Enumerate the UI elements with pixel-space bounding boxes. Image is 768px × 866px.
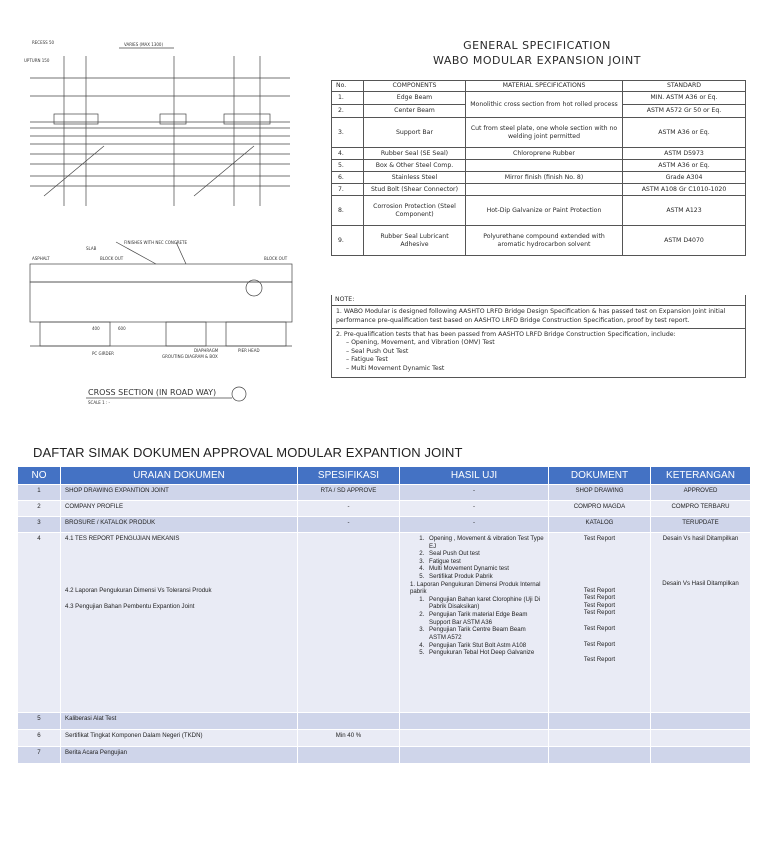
dokumen-line: Test Report — [583, 594, 616, 602]
spec-material: Cut from steel plate, one whole section with no welding joint permitted — [466, 118, 623, 148]
cell-uraian: SHOP DRAWING EXPANTION JOINT — [61, 485, 298, 501]
cell-spesifikasi — [298, 533, 400, 713]
spec-standard: ASTM A36 or Eq. — [623, 118, 746, 148]
spec-component: Edge Beam — [364, 92, 466, 105]
cell-keterangan — [651, 730, 751, 747]
table-row — [18, 713, 751, 730]
cell-dokumen — [549, 747, 651, 764]
cell-keterangan: APPROVED — [651, 485, 751, 501]
spec-material: Hot-Dip Galvanize or Paint Protection — [466, 196, 623, 226]
cell-spesifikasi: RTA / SD APPROVE — [298, 485, 400, 501]
note-2-item: – Seal Push Out Test — [346, 348, 741, 356]
cell-hasil — [400, 713, 549, 730]
hasil-item: 1. Opening , Movement & vibration Test Type EJ — [426, 535, 544, 550]
cell-hasil: - — [400, 501, 549, 517]
dokumen-line: Test Report — [583, 640, 616, 648]
drawing-label: FINISHES WITH NEC CONCRETE — [124, 240, 187, 245]
cell-keterangan: TERUPDATE — [651, 517, 751, 533]
spec-row — [332, 148, 746, 160]
cell-uraian: Berita Acara Pengujian — [61, 747, 298, 764]
table-header-row — [18, 467, 751, 485]
spec-material — [466, 160, 623, 172]
note-2-text: 2. Pre-qualification tests that has been passed from AASHTO LRFD Bridge Construction Specification, include: — [336, 331, 676, 339]
spec-component: Rubber Seal (SE Seal) — [364, 148, 466, 160]
header-dokument: DOKUMENT — [549, 467, 651, 485]
cell-dokumen — [549, 730, 651, 747]
spec-standard: ASTM D5973 — [623, 148, 746, 160]
header-keterangan: KETERANGAN — [651, 467, 751, 485]
spec-row — [332, 226, 746, 256]
cell-keterangan — [651, 533, 751, 713]
dokumen-line: Test Report — [583, 535, 616, 542]
spec-standard: ASTM A108 Gr C1010-1020 — [623, 184, 746, 196]
dokumen-line: Test Report — [583, 601, 616, 609]
spec-no: 9. — [332, 226, 364, 256]
hasil-subtitle: 1. Laporan Pengukuran Dimensi Produk Internal pabrik — [410, 580, 541, 596]
hasil-item: 3. Fatigue test — [426, 558, 544, 566]
note-2-item: – Multi Movement Dynamic Test — [346, 365, 741, 373]
note-2-list — [336, 339, 741, 372]
spec-row — [332, 196, 746, 226]
hasil-item: 2. Seal Push Out test — [426, 550, 544, 558]
uraian-line: 4.1 TES REPORT PENGUJIAN MEKANIS — [65, 535, 180, 542]
hasil-item: 5. Pengukuran Tebal Hot Deep Galvanize — [426, 649, 544, 657]
cell-uraian — [61, 533, 298, 713]
cell-dokumen — [549, 713, 651, 730]
cell-spesifikasi — [298, 713, 400, 730]
note-2 — [332, 329, 745, 375]
spec-no: 8. — [332, 196, 364, 226]
spec-component: Stud Bolt (Shear Connector) — [364, 184, 466, 196]
cell-dokumen: SHOP DRAWING — [549, 485, 651, 501]
spec-subtitle: WABO MODULAR EXPANSION JOINT — [433, 54, 641, 67]
cell-spesifikasi — [298, 747, 400, 764]
cell-no: 6 — [18, 730, 61, 747]
spec-standard: ASTM A123 — [623, 196, 746, 226]
uraian-line: 4.2 Laporan Pengukuran Dimensi Vs Toleransi Produk — [65, 586, 212, 594]
cell-spesifikasi: - — [298, 517, 400, 533]
spec-no: 4. — [332, 148, 364, 160]
drawing-label: BLOCK OUT — [264, 256, 288, 261]
spec-no: 6. — [332, 172, 364, 184]
spec-no: 7. — [332, 184, 364, 196]
drawing-label: 600 — [118, 326, 126, 331]
spec-header-cell: No. — [332, 81, 364, 92]
drawing-label: ASPHALT — [32, 256, 50, 261]
spec-no: 5. — [332, 160, 364, 172]
drawing-label: PIER HEAD — [238, 348, 260, 353]
cell-dokumen: KATALOG — [549, 517, 651, 533]
spec-no: 3. — [332, 118, 364, 148]
drawing-label: UPTURN 150 — [24, 58, 50, 63]
cell-hasil: - — [400, 517, 549, 533]
cell-dokumen — [549, 533, 651, 713]
keterangan-line: Desain Vs Hasil Ditampilkan — [662, 579, 739, 587]
table-row — [18, 533, 751, 713]
spec-component: Center Beam — [364, 105, 466, 118]
note-2-item: – Opening, Movement, and Vibration (OMV) Test — [346, 339, 741, 347]
spec-row — [332, 184, 746, 196]
cell-no: 4 — [18, 533, 61, 713]
hasil-item: 4. Multi Movement Dynamic test — [426, 565, 544, 573]
header-no: NO — [18, 467, 61, 485]
spec-component: Rubber Seal Lubricant Adhesive — [364, 226, 466, 256]
spec-standard: MIN. ASTM A36 or Eq. — [623, 92, 746, 105]
spec-component: Box & Other Steel Comp. — [364, 160, 466, 172]
cross-section-caption: CROSS SECTION (IN ROAD WAY) — [88, 388, 217, 397]
drawing-label: 400 — [92, 326, 100, 331]
cell-uraian: Kaliberasi Alat Test — [61, 713, 298, 730]
spec-standard: Grade A304 — [623, 172, 746, 184]
spec-standard: ASTM D4070 — [623, 226, 746, 256]
spec-material: Chloroprene Rubber — [466, 148, 623, 160]
spec-component: Support Bar — [364, 118, 466, 148]
header-spesifikasi: SPESIFIKASI — [298, 467, 400, 485]
table-row — [18, 730, 751, 747]
spec-standard: ASTM A572 Gr 50 or Eq. — [623, 105, 746, 118]
hasil-item: 4. Pengujian Tarik Stut Bolt Astm A108 — [426, 642, 544, 650]
drawing-label: BLOCK OUT — [100, 256, 124, 261]
spec-header-cell: MATERIAL SPECIFICATIONS — [466, 81, 623, 92]
cell-uraian: COMPANY PROFILE — [61, 501, 298, 517]
hasil-item: 1. Pengujian Bahan karet Clorophine (Uji Di Pabrik Disaksikan) — [426, 596, 544, 611]
drawing-label: GROUTING DIAGRAM & BOX — [162, 354, 218, 359]
table-row — [18, 747, 751, 764]
dokumen-line: Test Report — [583, 586, 616, 594]
cell-no: 1 — [18, 485, 61, 501]
table-row — [18, 517, 751, 533]
cell-no: 5 — [18, 713, 61, 730]
cell-hasil: - — [400, 485, 549, 501]
hasil-item: 5. Sertifikat Produk Pabrik — [426, 573, 544, 581]
drawing-label: VARIES (MAX 1300) — [124, 42, 164, 47]
spec-row — [332, 92, 746, 105]
cell-uraian: BROSURE / KATALOK PRODUK — [61, 517, 298, 533]
cell-hasil — [400, 533, 549, 713]
note-header: NOTE: — [332, 295, 745, 306]
spec-component: Stainless Steel — [364, 172, 466, 184]
table-row — [18, 485, 751, 501]
cell-keterangan: COMPRO TERBARU — [651, 501, 751, 517]
note-1: 1. WABO Modular is designed following AASHTO LRFD Bridge Design Specification & has passed test on Expansion Joint initial performance pre-qualification test based on AASHTO LRFD Bridge Construction Specification, proof by test report. — [332, 306, 745, 329]
hasil-item: 3. Pengujian Tarik Centre Beam Beam ASTM A572 — [426, 626, 544, 641]
cell-keterangan — [651, 747, 751, 764]
spec-notes — [331, 295, 746, 378]
dokumen-line: Test Report — [583, 656, 616, 664]
keterangan-line: Desain Vs hasil Ditampilkan — [662, 535, 739, 542]
cell-no: 7 — [18, 747, 61, 764]
drawing-label: DIAPHRAGM — [194, 348, 219, 353]
spec-component: Corrosion Protection (Steel Component) — [364, 196, 466, 226]
spec-material: Polyurethane compound extended with aromatic hydrocarbon solvent — [466, 226, 623, 256]
general-specification — [326, 36, 748, 379]
note-2-item: – Fatigue Test — [346, 356, 741, 364]
spec-header-cell: COMPONENTS — [364, 81, 466, 92]
spec-header-cell: STANDARD — [623, 81, 746, 92]
spec-title: GENERAL SPECIFICATION — [463, 39, 611, 52]
cell-keterangan — [651, 713, 751, 730]
cell-dokumen: COMPRO MAGDA — [549, 501, 651, 517]
header-uraian: URAIAN DOKUMEN — [61, 467, 298, 485]
cell-hasil — [400, 747, 549, 764]
spec-material: Mirror finish (finish No. 8) — [466, 172, 623, 184]
cell-hasil — [400, 730, 549, 747]
cell-no: 2 — [18, 501, 61, 517]
document-checklist-table — [17, 466, 751, 764]
dokumen-line: Test Report — [583, 625, 616, 633]
spec-header-row — [332, 81, 746, 92]
spec-row — [332, 118, 746, 148]
spec-material: Monolithic cross section from hot rolled process — [466, 92, 623, 118]
modular-joint-plan-drawing — [24, 36, 296, 221]
uraian-line: 4.3 Pengujian Bahan Pembentu Expantion Joint — [65, 603, 195, 611]
hasil-list-a — [404, 535, 544, 581]
checklist-title: DAFTAR SIMAK DOKUMEN APPROVAL MODULAR EXPANTION JOINT — [33, 445, 463, 460]
spec-row — [332, 160, 746, 172]
dokumen-line: Test Report — [583, 609, 616, 617]
spec-no: 2. — [332, 105, 364, 118]
cell-no: 3 — [18, 517, 61, 533]
drawing-label: SLAB — [86, 246, 97, 251]
spec-no: 1. — [332, 92, 364, 105]
spec-standard: ASTM A36 or Eq. — [623, 160, 746, 172]
hasil-item: 2. Pengujian Tarik material Edge Beam Support Bar ASTM A36 — [426, 611, 544, 626]
cell-spesifikasi: Min 40 % — [298, 730, 400, 747]
cross-section-drawing — [26, 222, 294, 424]
scale-label: SCALE 1 : - — [88, 400, 110, 405]
spec-table — [331, 80, 746, 256]
drawing-label: PC GIRDER — [92, 351, 114, 356]
spec-material — [466, 184, 623, 196]
table-row — [18, 501, 751, 517]
hasil-list-c — [404, 596, 544, 657]
spec-row — [332, 172, 746, 184]
drawing-label: RECESS 50 — [32, 40, 55, 45]
header-hasil-uji: HASIL UJI — [400, 467, 549, 485]
cell-spesifikasi: - — [298, 501, 400, 517]
cell-uraian: Sertifikat Tingkat Komponen Dalam Negeri (TKDN) — [61, 730, 298, 747]
